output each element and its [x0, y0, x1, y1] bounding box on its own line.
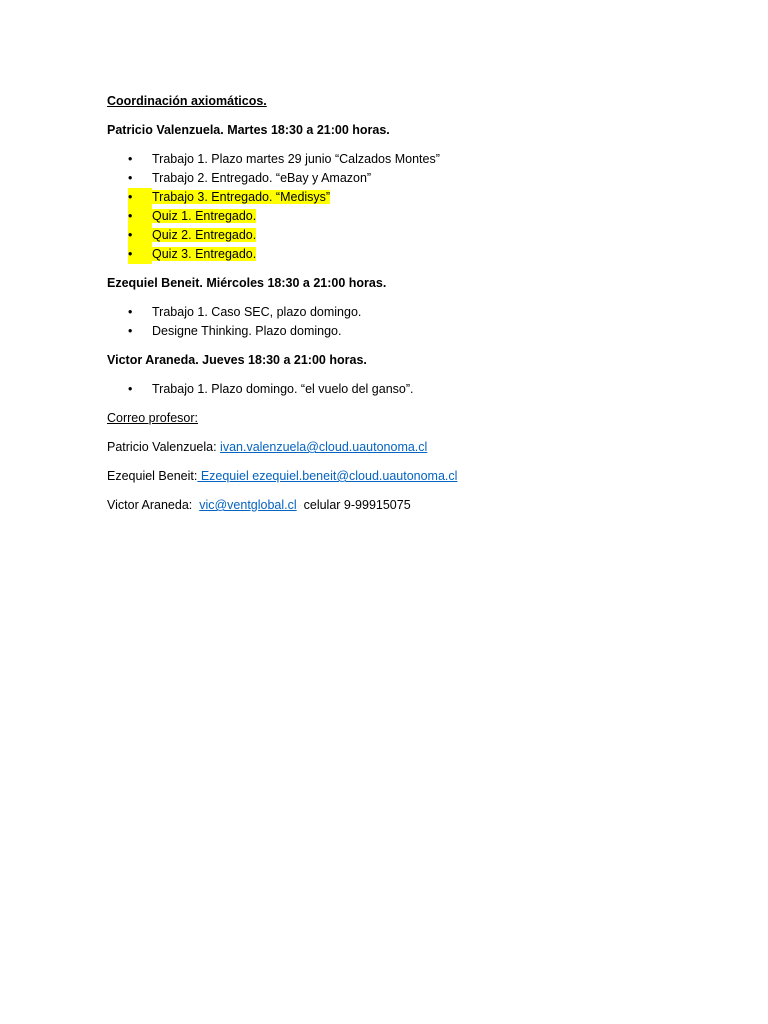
bullet-icon: •	[128, 207, 152, 226]
list-item-highlighted	[107, 188, 707, 207]
list-item	[107, 169, 707, 188]
email-link-beneit[interactable]: Ezequiel ezequiel.beneit@cloud.uautonoma.cl	[197, 469, 458, 483]
section-heading-valenzuela: Patricio Valenzuela. Martes 18:30 a 21:00 horas.	[107, 123, 390, 137]
list-item-text: Trabajo 1. Plazo martes 29 junio “Calzados Montes”	[152, 152, 440, 166]
list-item-text: Quiz 3. Entregado.	[152, 247, 257, 261]
bullet-icon: •	[128, 245, 152, 264]
bullet-icon: •	[128, 382, 133, 396]
document-page	[107, 92, 707, 525]
task-list-beneit	[107, 303, 707, 341]
bullet-icon: •	[128, 226, 152, 245]
list-item-highlighted	[107, 226, 707, 245]
bullet-icon: •	[128, 188, 152, 207]
list-item-text: Quiz 2. Entregado.	[152, 228, 257, 242]
contact-valenzuela	[107, 438, 707, 457]
section-heading-araneda: Victor Araneda. Jueves 18:30 a 21:00 horas.	[107, 353, 367, 367]
contact-label: Victor Araneda:	[107, 498, 193, 512]
task-list-araneda	[107, 380, 707, 399]
list-item-text: Trabajo 3. Entregado. “Medisys”	[152, 190, 331, 204]
list-item-text: Trabajo 2. Entregado. “eBay y Amazon”	[152, 171, 372, 185]
document-title: Coordinación axiomáticos.	[107, 94, 267, 108]
task-list-valenzuela	[107, 150, 707, 264]
email-link-araneda[interactable]: vic@ventglobal.cl	[199, 498, 297, 512]
bullet-icon: •	[128, 305, 133, 319]
contact-araneda	[107, 496, 707, 515]
list-item	[107, 380, 707, 399]
contacts-heading: Correo profesor:	[107, 411, 199, 425]
section-heading-beneit: Ezequiel Beneit. Miércoles 18:30 a 21:00 horas.	[107, 276, 387, 290]
list-item	[107, 322, 707, 341]
email-link-valenzuela[interactable]: ivan.valenzuela@cloud.uautonoma.cl	[220, 440, 428, 454]
bullet-icon: •	[128, 152, 133, 166]
list-item-text: Designe Thinking. Plazo domingo.	[152, 324, 342, 338]
list-item-highlighted	[107, 207, 707, 226]
list-item	[107, 150, 707, 169]
list-item-text: Trabajo 1. Caso SEC, plazo domingo.	[152, 305, 362, 319]
contact-beneit	[107, 467, 707, 486]
contact-label: Ezequiel Beneit:	[107, 469, 198, 483]
list-item-text: Trabajo 1. Plazo domingo. “el vuelo del ganso”.	[152, 382, 414, 396]
list-item	[107, 303, 707, 322]
list-item-highlighted	[107, 245, 707, 264]
bullet-icon: •	[128, 324, 133, 338]
contact-phone: celular 9-99915075	[303, 498, 411, 512]
list-item-text: Quiz 1. Entregado.	[152, 209, 257, 223]
contact-label: Patricio Valenzuela:	[107, 440, 217, 454]
bullet-icon: •	[128, 171, 133, 185]
